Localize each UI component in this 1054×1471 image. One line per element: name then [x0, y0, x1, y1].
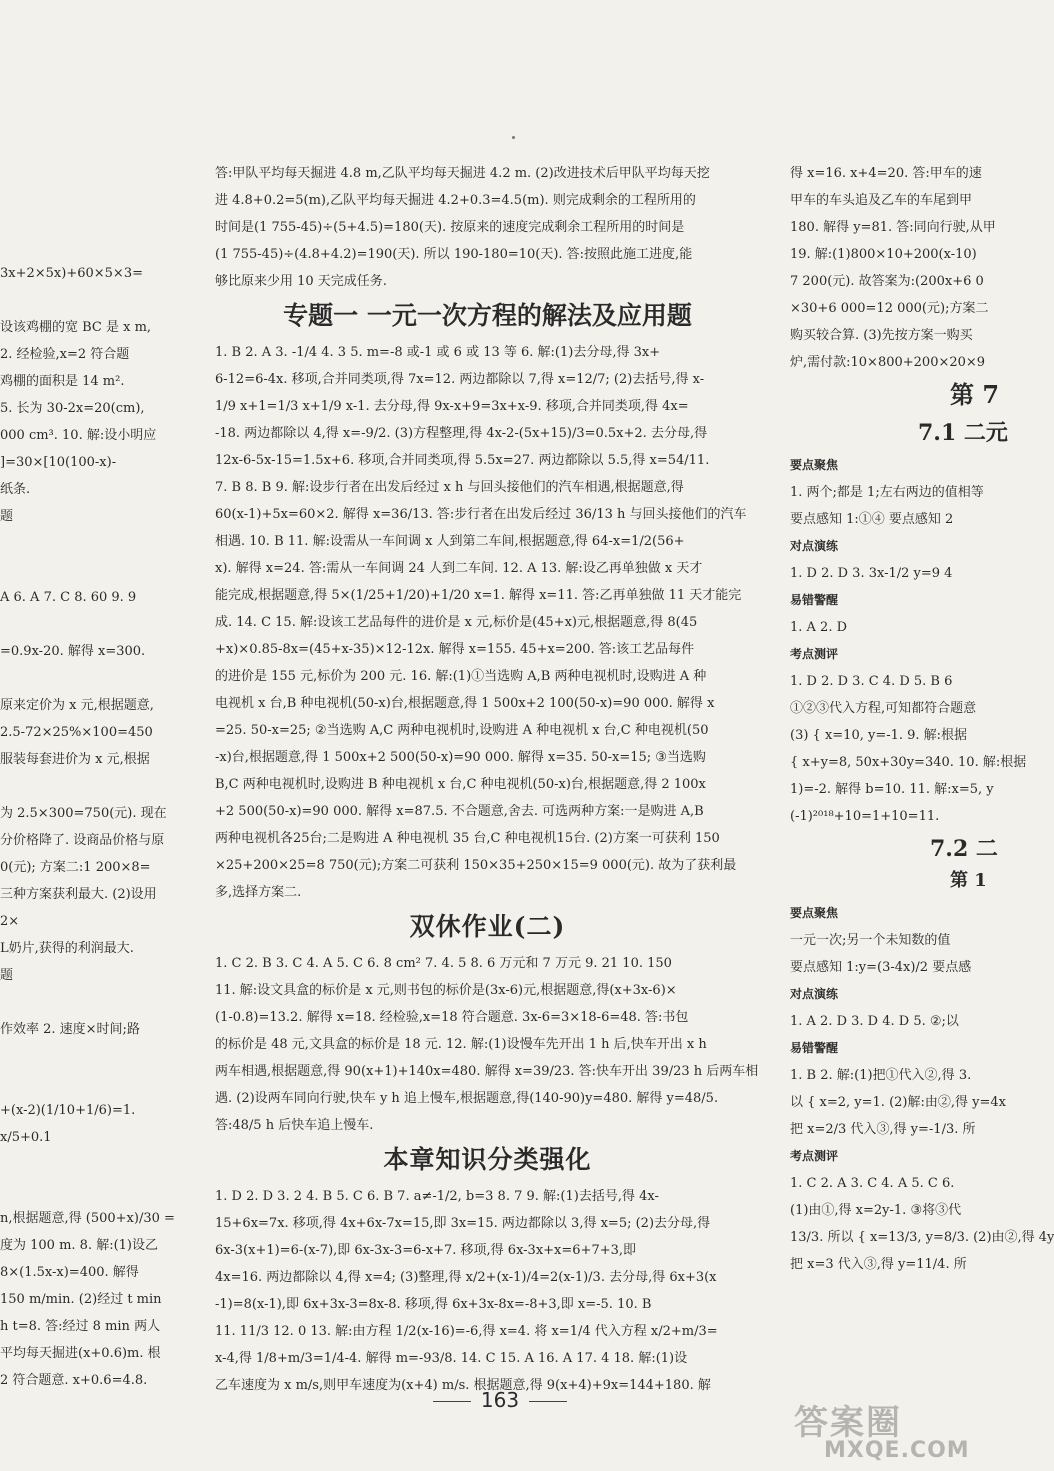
block-error-alert-2	[790, 1062, 1006, 1143]
chapter-heading: 第 7	[950, 380, 1000, 409]
middle-column	[215, 160, 760, 1399]
section-title-weekend-homework: 双休作业(二)	[409, 912, 566, 941]
answer-line: 的进价是 155 元,标价为 200 元. 16. 解:(1)①当选购 A,B 两种电视机时,设购进 A 种	[215, 669, 707, 684]
left-text-line	[0, 287, 200, 314]
answer-line: 够比原来少用 10 天完成任务.	[215, 274, 387, 289]
answer-line: 12x-6-5x-15=1.5x+6. 移项,合并同类项,得 5.5x=27. 两边都除以 5.5,得 x=54/11.	[215, 453, 710, 468]
left-text-line: 5. 长为 30-2x=20(cm),	[0, 401, 145, 416]
answer-line: 60(x-1)+5x=60×2. 解得 x=36/13. 答:步行者在出发后经过 36/13 h 与回头接他们的汽车	[215, 507, 747, 522]
left-text-line: h t=8. 答:经过 8 min 两人	[0, 1319, 161, 1334]
left-text-line: 作效率 2. 速度×时间;路	[0, 1022, 140, 1037]
answer-line: 的标价是 48 元,文具盒的标价是 18 元. 12. 解:(1)设慢车先开出 1 h 后,快车开出 x h	[215, 1037, 707, 1052]
left-text-line	[0, 1178, 200, 1205]
left-text-line: 分价格降了. 设商品价格与原	[0, 833, 165, 848]
left-text-line: 2. 经检验,x=2 符合题	[0, 347, 130, 362]
answer-line: 答:48/5 h 后快车追上慢车.	[215, 1118, 374, 1133]
page-number-value: 163	[480, 1388, 520, 1412]
answer-line: 遇. (2)设两车同向行驶,快车 y h 追上慢车,根据题意,得(140-90)y=480. 解得 y=48/5.	[215, 1091, 719, 1106]
left-text-line: 3x+2×5x)+60×5×3=	[0, 266, 143, 281]
label-error-alert: 易错警醒	[790, 593, 839, 607]
label-assessment-2: 考点测评	[790, 1149, 839, 1163]
answer-line: 1. B 2. A 3. -1/4 4. 3 5. m=-8 或-1 或 6 或 13 等 6. 解:(1)去分母,得 3x+	[215, 345, 661, 360]
left-text-line: 0(元); 方案二:1 200×8=	[0, 860, 151, 875]
answer-line: +x)×0.85-8x=(45+x-35)×12-12x. 解得 x=155. 45+x=200. 答:该工艺品每件	[215, 642, 695, 657]
label-assessment: 考点测评	[790, 647, 839, 661]
left-text-line: 题	[0, 509, 14, 524]
answer-line: 6x-3(x+1)=6-(x-7),即 6x-3x-3=6-x+7. 移项,得 6x-3x+x=6+7+3,即	[215, 1243, 637, 1258]
answer-line: x). 解得 x=24. 答:需从一车间调 24 人到二车间. 12. A 13. 解:设乙再单独做 x 天才	[215, 561, 703, 576]
left-text-line: 设该鸡棚的宽 BC 是 x m,	[0, 320, 152, 335]
label-error-alert-2: 易错警醒	[790, 1041, 839, 1055]
right-text-line: 以 { x=2, y=1. (2)解:由②,得 y=4x	[790, 1095, 1006, 1110]
answer-line: ×25+200×25=8 750(元);方案二可获利 150×35+250×15=9 000(元). 故为了获利最	[215, 858, 737, 873]
block-key-points-2	[790, 927, 1000, 981]
left-text-line	[0, 989, 200, 1016]
right-text-line: 7 200(元). 故答案为:(200x+6 0	[790, 274, 984, 289]
right-text-line: (1)由①,得 x=2y-1. ③将③代	[790, 1203, 962, 1218]
left-text-line: 8×(1.5x-x)=400. 解得	[0, 1265, 139, 1280]
answer-line: -1)=8(x-1),即 6x+3x-3=8x-8. 移项,得 6x+3x-8x=-8+3,即 x=-5. 10. B	[215, 1297, 652, 1312]
previous-answer-continuation	[215, 160, 760, 295]
block-practice	[790, 560, 1000, 587]
right-text-line: (3) { x=10, y=-1. 9. 解:根据	[790, 728, 968, 743]
right-text-line: 1. D 2. D 3. 3x-1/2 y=9 4	[790, 566, 953, 581]
right-text-line: 得 x=16. x+4=20. 答:甲车的速	[790, 166, 982, 181]
left-text-line: 原来定价为 x 元,根据题意,	[0, 698, 154, 713]
left-text-line: 服装每套进价为 x 元,根据	[0, 752, 150, 767]
right-text-line: 要点感知 1:①④ 要点感知 2	[790, 512, 954, 527]
label-practice-2: 对点演练	[790, 987, 839, 1001]
block-key-points	[790, 479, 1000, 533]
lesson-1-heading: 第 1	[950, 870, 987, 891]
page-number-dash-left	[433, 1401, 471, 1402]
watermark	[794, 1395, 994, 1465]
answer-line: +2 500(50-x)=90 000. 解得 x=87.5. 不合题意,舍去. 可选两种方案:一是购进 A,B	[215, 804, 704, 819]
answer-line: (1-0.8)=13.2. 解得 x=18. 经检验,x=18 符合题意. 3x-6=3×18-6=48. 答:书包	[215, 1010, 689, 1025]
ink-dot	[512, 136, 515, 139]
answer-line: 11. 解:设文具盒的标价是 x 元,则书包的标价是(3x-6)元,根据题意,得(x+3x-6)×	[215, 983, 677, 998]
answer-line: 4x=16. 两边都除以 4,得 x=4; (3)整理,得 x/2+(x-1)/4=2(x-1)/3. 去分母,得 6x+3(x	[215, 1270, 717, 1285]
left-text-line: 2.5-72×25%×100=450	[0, 725, 153, 740]
answer-line: 能完成,根据题意,得 5×(1/25+1/20)+1/20 x=1. 解得 x=11. 答:乙再单独做 11 天才能完	[215, 588, 742, 603]
page-number-dash-right	[529, 1401, 567, 1402]
section-three-answers	[215, 1183, 760, 1399]
left-text-line: 三种方案获利最大. (2)设用	[0, 887, 157, 902]
right-text-line: 把 x=3 代入③,得 y=11/4. 所	[790, 1257, 967, 1272]
answer-line: 15+6x=7x. 移项,得 4x+6x-7x=15,即 3x=15. 两边都除以 3,得 x=5; (2)去分母,得	[215, 1216, 711, 1231]
right-text-line: 甲车的车头追及乙车的车尾到甲	[790, 193, 973, 208]
left-text-line: 度为 100 m. 8. 解:(1)设乙	[0, 1238, 158, 1253]
answer-line: 电视机 x 台,B 种电视机(50-x)台,根据题意,得 1 500x+2 100(50-x)=90 000. 解得 x	[215, 696, 715, 711]
left-text-line: A 6. A 7. C 8. 60 9. 9	[0, 590, 137, 605]
answer-line: 1/9 x+1=1/3 x+1/9 x-1. 去分母,得 9x-x+9=3x+x-9. 移项,合并同类项,得 4x=	[215, 399, 689, 414]
right-text-line: ×30+6 000=12 000(元);方案二	[790, 301, 989, 316]
right-text-line: 1. D 2. D 3. C 4. D 5. B 6	[790, 674, 953, 689]
block-error-alert	[790, 614, 1000, 641]
left-text-line: 150 m/min. (2)经过 t min	[0, 1292, 162, 1307]
answer-line: 乙车速度为 x m/s,则甲车速度为(x+4) m/s. 根据题意,得 9(x+4)+9x=144+180. 解	[215, 1378, 711, 1393]
right-text-line: 19. 解:(1)800×10+200(x-10)	[790, 247, 977, 262]
right-text-line: 1. 两个;都是 1;左右两边的值相等	[790, 485, 984, 500]
section-title-chapter-review: 本章知识分类强化	[383, 1145, 592, 1174]
section-one-answers	[215, 339, 760, 906]
right-text-line: 180. 解得 y=81. 答:同向行驶,从甲	[790, 220, 996, 235]
left-text-line	[0, 665, 200, 692]
answer-line: 11. 11/3 12. 0 13. 解:由方程 1/2(x-16)=-6,得 x=4. 将 x=1/4 代入方程 x/2+m/3=	[215, 1324, 718, 1339]
left-text-line: =0.9x-20. 解得 x=300.	[0, 644, 146, 659]
left-text-line: 为 2.5×300=750(元). 现在	[0, 806, 167, 821]
left-text-line: ]=30×[10(100-x)-	[0, 455, 117, 470]
left-text-line	[0, 1070, 200, 1097]
label-key-points-2: 要点聚焦	[790, 906, 839, 920]
answer-line: 多,选择方案二.	[215, 885, 302, 900]
left-text-line	[0, 1151, 200, 1178]
section-7-1-heading: 7.1 二元	[918, 420, 1008, 446]
answer-line: 两种电视机各25台;二是购进 A 种电视机 35 台,C 种电视机15台. (2)方案一可获利 150	[215, 831, 720, 846]
left-text-line: L奶片,获得的利润最大.	[0, 941, 134, 956]
section-title-topic-one: 专题一 一元一次方程的解法及应用题	[283, 301, 692, 330]
answer-line: =25. 50-x=25; ②当选购 A,C 两种电视机时,设购进 A 种电视机 x 台,C 种电视机(50	[215, 723, 709, 738]
answer-line: 成. 14. C 15. 解:设该工艺品每件的进价是 x 元,标价是(45+x)元,根据题意,得 8(45	[215, 615, 698, 630]
left-text-line	[0, 530, 200, 557]
right-text-line: 1. A 2. D	[790, 620, 848, 635]
left-column-fragment	[0, 260, 200, 1394]
answer-line: 答:甲队平均每天掘进 4.8 m,乙队平均每天掘进 4.2 m. (2)改进技术后甲队平均每天挖	[215, 166, 710, 181]
block-assessment	[790, 668, 1027, 830]
right-text-line: 13/3. 所以 { x=13/3, y=8/3. (2)由②,得 4y	[790, 1230, 1054, 1245]
answer-line: -18. 两边都除以 4,得 x=-9/2. (3)方程整理,得 4x-2-(5x+15)/3=0.5x+2. 去分母,得	[215, 426, 708, 441]
watermark-logo: 答案圈	[794, 1403, 902, 1443]
section-7-2-heading: 7.2 二	[930, 836, 998, 862]
left-text-line: 鸡棚的面积是 14 m².	[0, 374, 125, 389]
left-text-line: +(x-2)(1/10+1/6)=1.	[0, 1103, 136, 1118]
right-text-line: 把 x=2/3 代入③,得 y=-1/3. 所	[790, 1122, 976, 1137]
answer-line: (1 755-45)÷(4.8+4.2)=190(天). 所以 190-180=10(天). 答:按照此施工进度,能	[215, 247, 693, 262]
answer-line: 两车相遇,根据题意,得 90(x+1)+140x=480. 解得 x=39/23. 答:快车开出 39/23 h 后两车相	[215, 1064, 759, 1079]
left-text-line: 2 符合题意. x+0.6=4.8.	[0, 1373, 148, 1388]
label-practice: 对点演练	[790, 539, 839, 553]
answer-line: 1. C 2. B 3. C 4. A 5. C 6. 8 cm² 7. 4. 5 8. 6 万元和 7 万元 9. 21 10. 150	[215, 956, 672, 971]
left-text-line: 题	[0, 968, 14, 983]
left-text-line	[0, 773, 200, 800]
right-text-line: (-1)²⁰¹⁸+10=1+10=11.	[790, 809, 940, 824]
right-text-line: 炉,需付款:10×800+200×20×9	[790, 355, 986, 370]
right-top-lines	[790, 160, 1000, 376]
answer-line: 6-12=6-4x. 移项,合并同类项,得 7x=12. 两边都除以 7,得 x=12/7; (2)去括号,得 x-	[215, 372, 705, 387]
block-practice-2	[790, 1008, 1000, 1035]
left-text-line: n,根据题意,得 (500+x)/30 =	[0, 1211, 175, 1226]
right-text-line: 1. A 2. D 3. D 4. D 5. ②;以	[790, 1014, 959, 1029]
left-text-line	[0, 611, 200, 638]
right-column-fragment	[790, 160, 1054, 1278]
right-text-line: 要点感知 1:y=(3-4x)/2 要点感	[790, 960, 972, 975]
answer-line: 进 4.8+0.2=5(m),乙队平均每天掘进 4.2+0.3=4.5(m). 则完成剩余的工程所用的	[215, 193, 696, 208]
answer-line: 相遇. 10. B 11. 解:设需从一车间调 x 人到第二车间,根据题意,得 64-x=1/2(56+	[215, 534, 685, 549]
answer-line: 7. B 8. B 9. 解:设步行者在出发后经过 x h 与回头接他们的汽车相遇,根据题意,得	[215, 480, 684, 495]
section-two-answers	[215, 950, 760, 1139]
answer-line: 1. D 2. D 3. 2 4. B 5. C 6. B 7. a≠-1/2, b=3 8. 7 9. 解:(1)去括号,得 4x-	[215, 1189, 659, 1204]
watermark-site: MXQE.COM	[824, 1438, 970, 1463]
left-text-line	[0, 1043, 200, 1070]
left-text-line: x/5+0.1	[0, 1130, 52, 1145]
answer-line: x-4,得 1/8+m/3=1/4-4. 解得 m=-93/8. 14. C 15. A 16. A 17. 4 18. 解:(1)设	[215, 1351, 688, 1366]
right-text-line: 一元一次;另一个未知数的值	[790, 933, 951, 948]
answer-line: 时间是(1 755-45)÷(5+4.5)=180(天). 按原来的速度完成剩余工程所用的时间是	[215, 220, 685, 235]
left-text-line: 2×	[0, 914, 20, 929]
right-text-line: 1)=-2. 解得 b=10. 11. 解:x=5, y	[790, 782, 994, 797]
answer-line: B,C 两种电视机时,设购进 B 种电视机 x 台,C 种电视机(50-x)台,根据题意,得 2 100x	[215, 777, 706, 792]
left-text-line: 纸条.	[0, 482, 31, 497]
right-text-line: { x+y=8, 50x+30y=340. 10. 解:根据	[790, 755, 1027, 770]
right-text-line: ①②③代入方程,可知都符合题意	[790, 701, 977, 716]
right-text-line: 1. B 2. 解:(1)把①代入②,得 3.	[790, 1068, 972, 1083]
left-text-line	[0, 557, 200, 584]
left-text-line: 平均每天掘进(x+0.6)m. 根	[0, 1346, 161, 1361]
answer-line: -x)台,根据题意,得 1 500x+2 500(50-x)=90 000. 解得 x=35. 50-x=15; ③当选购	[215, 750, 706, 765]
right-text-line: 购买较合算. (3)先按方案一购买	[790, 328, 973, 343]
block-assessment-2	[790, 1170, 1054, 1278]
right-text-line: 1. C 2. A 3. C 4. A 5. C 6.	[790, 1176, 955, 1191]
left-text-line: 000 cm³. 10. 解:设小明应	[0, 428, 157, 443]
label-key-points: 要点聚焦	[790, 458, 839, 472]
